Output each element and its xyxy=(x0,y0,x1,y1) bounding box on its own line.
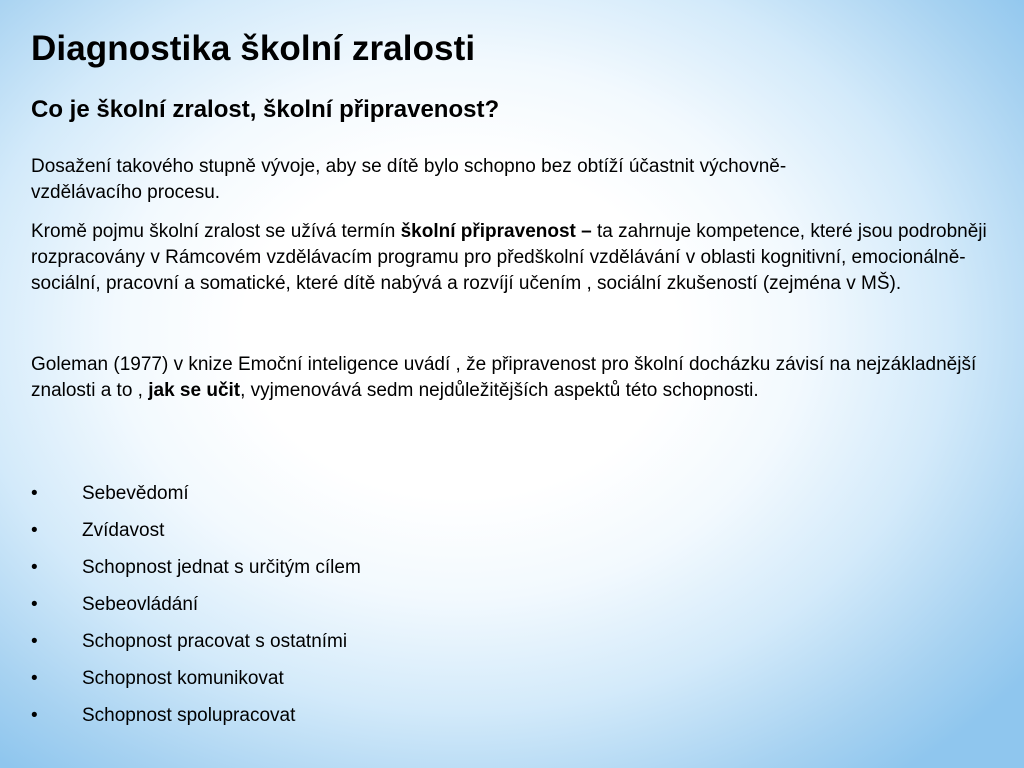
readiness-paragraph-text-after: ta zahrnuje kompetence, které jsou podrobněji rozpracovány v Rámcovém vzdělávacím programu pro předškolní vzdělávání v oblasti kognitivní, emocionálně-sociální, pracovní a somatické, které dítě nabývá a rozvíjí učením , sociální zkušeností (zejména v MŠ). xyxy=(31,221,987,294)
bullet-icon: • xyxy=(31,668,38,689)
list-item xyxy=(31,592,361,629)
bullet-icon: • xyxy=(31,520,38,541)
readiness-paragraph-text-before: Kromě pojmu školní zralost se užívá termín xyxy=(31,221,401,242)
goleman-paragraph-text-after: , vyjmenovává sedm nejdůležitějších aspektů této schopnosti. xyxy=(240,380,759,401)
list-item xyxy=(31,629,361,666)
readiness-paragraph xyxy=(31,219,1001,297)
list-item xyxy=(31,481,361,518)
how-to-learn-bold: jak se učit xyxy=(148,380,241,401)
readiness-term-bold: školní připravenost – xyxy=(400,221,592,242)
list-item xyxy=(31,555,361,592)
slide-title: Diagnostika školní zralosti xyxy=(31,29,476,68)
list-item xyxy=(31,666,361,703)
list-item-label: Zvídavost xyxy=(82,520,165,541)
list-item-label: Schopnost spolupracovat xyxy=(82,705,296,726)
list-item-label: Schopnost jednat s určitým cílem xyxy=(82,557,361,578)
bullet-icon: • xyxy=(31,557,38,578)
list-item-label: Sebevědomí xyxy=(82,483,189,504)
definition-paragraph: Dosažení takového stupně vývoje, aby se dítě bylo schopno bez obtíží účastnit výchovně-vzdělávacího procesu. xyxy=(31,156,787,203)
bullet-icon: • xyxy=(31,483,38,504)
list-item-label: Sebeovládání xyxy=(82,594,199,615)
list-item-label: Schopnost pracovat s ostatními xyxy=(82,631,348,652)
slide-subtitle: Co je školní zralost, školní připravenost? xyxy=(31,96,500,123)
aspects-bullet-list xyxy=(31,481,361,740)
bullet-icon: • xyxy=(31,631,38,652)
goleman-paragraph xyxy=(31,352,1001,404)
goleman-paragraph-text-before: Goleman (1977) v knize Emoční inteligence uvádí , že připravenost pro školní docházku závisí na nejzákladnější znalosti a to , xyxy=(31,354,977,401)
list-item-label: Schopnost komunikovat xyxy=(82,668,284,689)
bullet-icon: • xyxy=(31,594,38,615)
list-item xyxy=(31,703,361,740)
list-item xyxy=(31,518,361,555)
bullet-icon: • xyxy=(31,705,38,726)
